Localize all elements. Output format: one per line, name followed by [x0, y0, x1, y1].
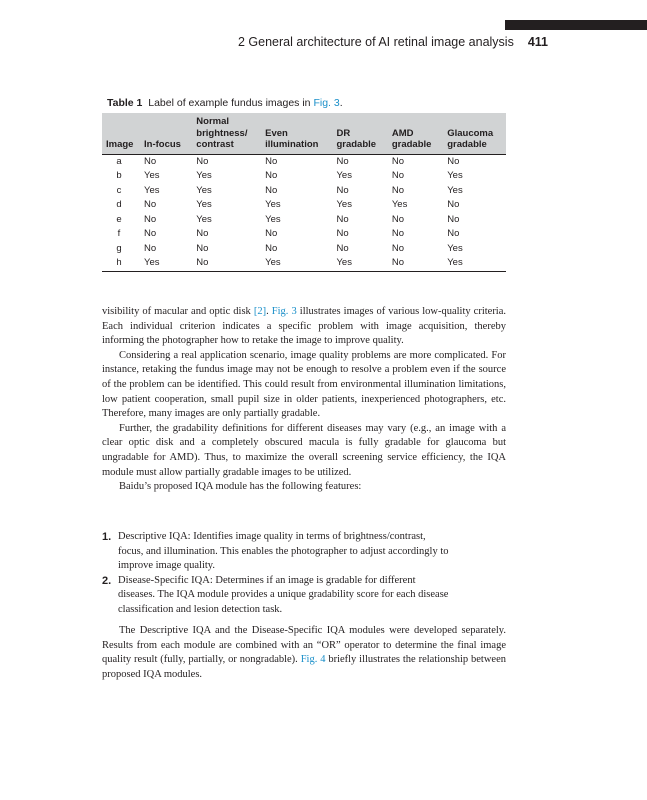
- table-cell: No: [391, 155, 404, 167]
- col-header-glaucoma: Glaucoma gradable: [443, 113, 506, 154]
- table-cell: Yes: [144, 170, 160, 181]
- row-image-label: b: [116, 170, 122, 181]
- list-number: 1.: [102, 531, 112, 543]
- table-cell: No: [388, 256, 443, 271]
- table-cell: No: [265, 242, 278, 254]
- table-label: Table 1: [107, 97, 143, 109]
- running-header: [0, 35, 548, 49]
- table-cell: Yes: [144, 184, 160, 196]
- paragraph-5: The Descriptive IQA and the Disease-Specific IQA modules were developed separately. Results from each module are combined with an “OR” operator to determine the final image quality result (fully, partially, or nongradable). Fig. 4 briefly illustrates the relationship between proposed IQA modules.: [102, 625, 507, 680]
- list-number: 2.: [102, 574, 112, 587]
- page-number: 411: [527, 35, 548, 49]
- table-cell: No: [265, 184, 278, 196]
- body-text-top: [102, 305, 506, 495]
- table-row: [102, 242, 506, 257]
- body-text-bottom: [102, 624, 506, 682]
- table-row: [102, 227, 506, 242]
- table-cell: Yes: [196, 199, 212, 210]
- table-cell: No: [336, 213, 349, 225]
- table-cell: Yes: [447, 170, 463, 181]
- caption-figure-link[interactable]: Fig. 3: [313, 97, 340, 109]
- caption-text: Label of example fundus images in: [148, 97, 311, 109]
- table-cell: Yes: [447, 184, 463, 196]
- table-cell: Yes: [140, 256, 192, 271]
- table-cell: No: [144, 242, 157, 254]
- table-row: [102, 169, 506, 184]
- row-image-label: a: [116, 155, 122, 167]
- col-header-in-focus: In-focus: [140, 113, 192, 154]
- col-header-brightness: Normal brightness/ contrast: [192, 113, 261, 154]
- list-item: 1. Descriptive IQA: Identifies image quality in terms of brightness/contrast, focus, and illumination. This enables the photographer to adjust accordingly to improve image quality.: [102, 531, 449, 572]
- table-cell: Yes: [336, 199, 352, 210]
- row-image-label: e: [116, 213, 122, 225]
- figure-3-link[interactable]: Fig. 3: [271, 306, 297, 317]
- table-header-row: [102, 113, 506, 154]
- table-cell: Yes: [332, 256, 387, 271]
- row-image-label: d: [116, 199, 122, 210]
- table-cell: No: [447, 213, 460, 225]
- paragraph-2: Considering a real application scenario, image quality problems are more complicated. For instance, retaking the fundus image may not be enough to resolve a problem even if the source of the problem can be identified. This could result from environmental illumination limitations, low patient cooperation, small pupil size in older patients, inexperienced photographers, etc. Therefore, many images are only partially gradable.: [102, 349, 506, 420]
- table-cell: No: [196, 242, 209, 254]
- row-image-label: h: [102, 256, 140, 271]
- table-cell: No: [144, 213, 157, 225]
- header-bar: [505, 20, 647, 30]
- table-row: [102, 154, 506, 169]
- table-cell: No: [391, 242, 404, 254]
- table-cell: Yes: [196, 184, 212, 196]
- paragraph-1: visibility of macular and optic disk [2]. Fig. 3 illustrates images of various low-quality criteria. Each individual criterion indicates a specific problem with image acquisition, thereby informing the photographer how to retake the image to improve quality.: [102, 306, 507, 347]
- table-cell: Yes: [196, 213, 212, 225]
- table-cell: No: [144, 199, 157, 210]
- paragraph-4: Baidu’s proposed IQA module has the following features:: [119, 481, 362, 493]
- table-cell: No: [391, 228, 404, 239]
- table-cell: No: [336, 228, 349, 239]
- list-item: 2. Disease-Specific IQA: Determines if an image is gradable for different diseases. The IQA module provides a unique gradability score for each disease classification and lesion detection task.: [102, 574, 449, 615]
- table-cell: Yes: [336, 170, 352, 181]
- col-header-dr: DR gradable: [332, 113, 387, 154]
- table-cell: Yes: [265, 199, 281, 210]
- table-cell: No: [391, 170, 404, 181]
- row-image-label: g: [116, 242, 122, 254]
- table-cell: No: [196, 155, 209, 167]
- table-row: [102, 184, 506, 199]
- table-row: [102, 213, 506, 228]
- figure-4-link[interactable]: Fig. 4: [300, 654, 326, 666]
- table-cell: No: [196, 228, 209, 239]
- row-image-label: f: [117, 228, 121, 239]
- table-cell: Yes: [443, 256, 506, 271]
- feature-list: [102, 530, 506, 618]
- table-cell: No: [265, 155, 278, 167]
- col-header-illumination: Even illumination: [261, 113, 332, 154]
- caption-period: .: [339, 97, 343, 109]
- row-image-label: c: [116, 184, 122, 196]
- col-header-amd: AMD gradable: [388, 113, 443, 154]
- table-cell: No: [144, 155, 157, 167]
- table-cell: No: [265, 228, 278, 239]
- table-cell: No: [447, 155, 460, 167]
- table-caption: [107, 97, 343, 109]
- table-cell: No: [447, 228, 460, 239]
- table-cell: No: [192, 256, 261, 271]
- table-cell: No: [447, 199, 460, 210]
- table-cell: No: [391, 184, 404, 196]
- fundus-label-table: [102, 113, 506, 272]
- table-cell: Yes: [265, 213, 281, 225]
- citation-link[interactable]: [2]: [253, 306, 267, 317]
- table-cell: No: [336, 155, 349, 167]
- table-cell: Yes: [196, 170, 212, 181]
- table-row: [102, 256, 506, 271]
- table-cell: Yes: [391, 199, 408, 210]
- table-cell: No: [144, 228, 157, 239]
- table-cell: No: [265, 170, 278, 181]
- table-cell: Yes: [261, 256, 332, 271]
- table-cell: No: [336, 184, 349, 196]
- paragraph-3: Further, the gradability definitions for different diseases may vary (e.g., an image with a clear optic disk and a completely obscured macula is fully gradable for glaucoma but ungradable for AMD). Thus, to maximize the overall screening service efficiency, the IQA module must allow partially gradable images to be utilized.: [102, 422, 506, 478]
- col-header-image: Image: [102, 113, 140, 154]
- chapter-title: 2 General architecture of AI retinal image analysis: [237, 35, 514, 49]
- table-cell: No: [391, 213, 404, 225]
- table-cell: Yes: [447, 242, 463, 254]
- table-cell: No: [336, 242, 349, 254]
- table-row: [102, 198, 506, 213]
